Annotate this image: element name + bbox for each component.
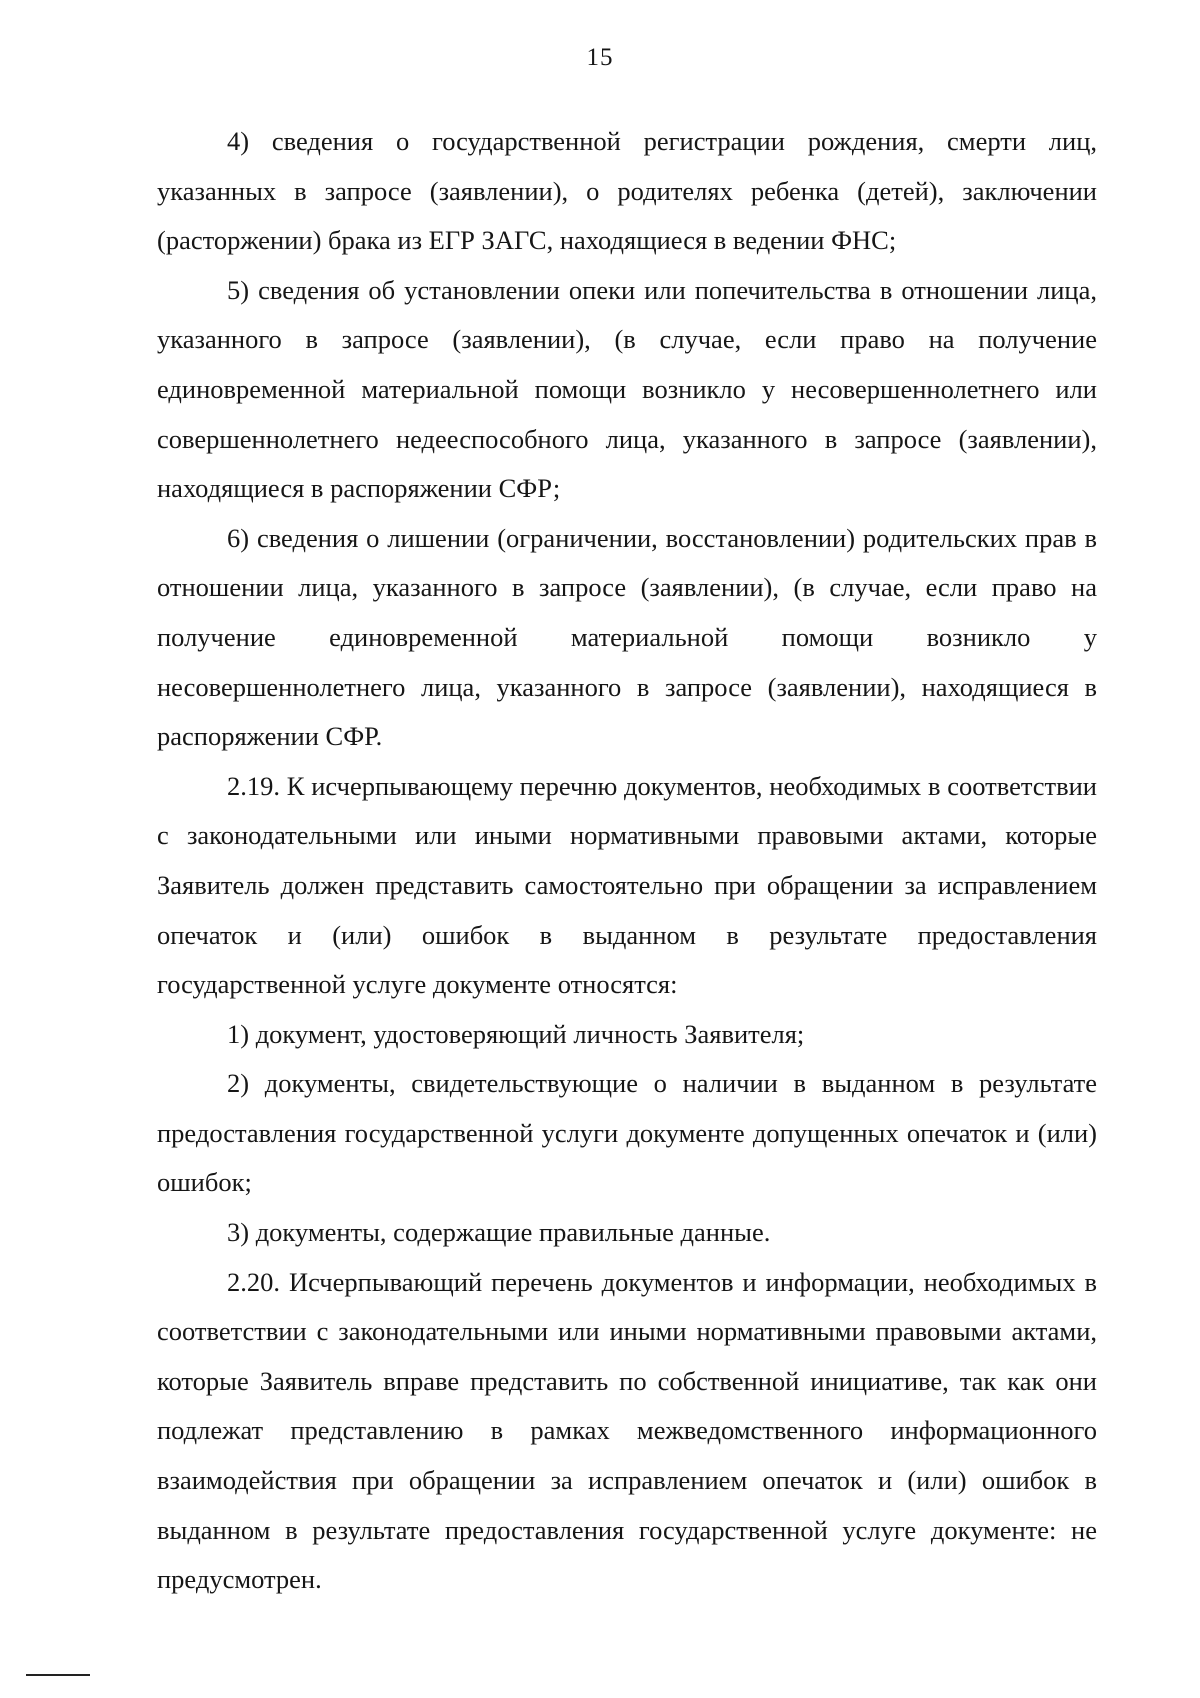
paragraph-item-6-parental-rights: 6) сведения о лишении (ограничении, восстановлении) родительских прав в отношении лица, указанного в запросе (заявлении), (в случае, если право на получение единовременной материальной помощи возникло у несовершеннолетнего лица, указанного в запросе (заявлении), находящиеся в распоряжении СФР. (157, 522, 1097, 752)
list-item-1-identity-document: 1) документ, удостоверяющий личность Заявителя; (227, 1018, 805, 1049)
page-number: 15 (586, 44, 614, 71)
list-item-2-error-evidence: 2) документы, свидетельствующие о наличии в выданном в результате предоставления государственной услуги документе допущенных опечаток и (или) ошибок; (157, 1068, 1097, 1198)
paragraph-item-5-guardianship: 5) сведения об установлении опеки или попечительства в отношении лица, указанного в запросе (заявлении), (в случае, если право на получение единовременной материальной помощи возникло у несовершеннолетнего или совершеннолетнего недееспособного лица, указанного в запросе (заявлении), находящиеся в распоряжении СФР; (157, 274, 1097, 504)
footer-divider (26, 1674, 90, 1676)
document-body (157, 117, 1097, 1605)
list-item-3-correct-data: 3) документы, содержащие правильные данные. (227, 1217, 771, 1248)
paragraph-2-20: 2.20. Исчерпывающий перечень документов и информации, необходимых в соответствии с законодательными или иными нормативными правовыми актами, которые Заявитель вправе представить по собственной инициативе, так как они подлежат представлению в рамках межведомственного информационного взаимодействия при обращении за исправлением опечаток и (или) ошибок в выданном в результате предоставления государственной услуге документе: не предусмотрен. (157, 1266, 1097, 1595)
paragraph-2-19: 2.19. К исчерпывающему перечню документов, необходимых в соответствии с законодательными или иными нормативными правовыми актами, которые Заявитель должен представить самостоятельно при обращении за исправлением опечаток и (или) ошибок в выданном в результате предоставления государственной услуге документе относятся: (157, 770, 1097, 1000)
paragraph-item-4-civil-registry: 4) сведения о государственной регистрации рождения, смерти лиц, указанных в запросе (заявлении), о родителях ребенка (детей), заключении (расторжении) брака из ЕГР ЗАГС, находящиеся в ведении ФНС; (157, 126, 1097, 256)
